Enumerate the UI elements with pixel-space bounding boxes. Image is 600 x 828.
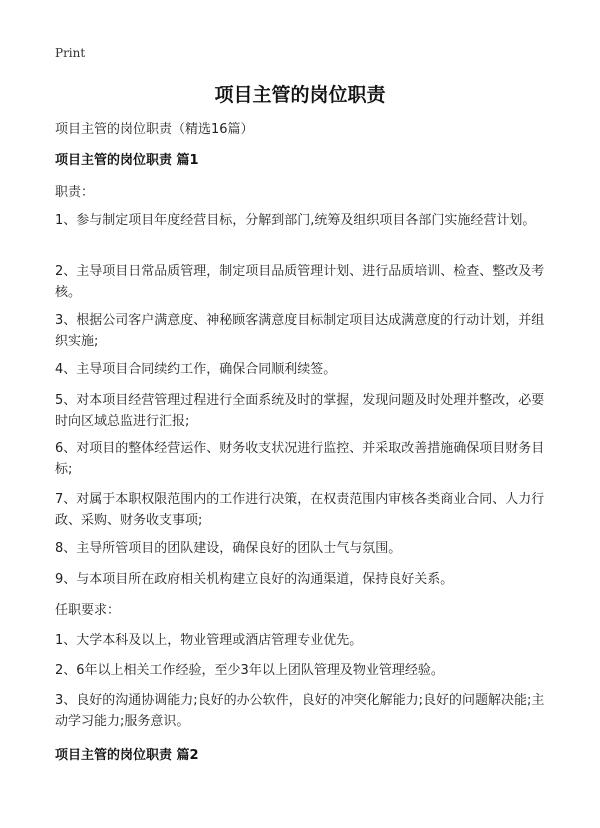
document-title: 项目主管的岗位职责 xyxy=(214,84,386,106)
duties-label: 职责： xyxy=(55,185,95,200)
requirement-item-1: 1、大学本科及以上，物业管理或酒店管理专业优先。 xyxy=(55,633,363,648)
print-link[interactable]: Print xyxy=(55,46,86,60)
section-heading-1: 项目主管的岗位职责 篇1 xyxy=(55,153,199,168)
requirement-item-3: 3、良好的沟通协调能力;良好的办公软件，良好的冲突化解能力;良好的问题解决能;主动学习能力;服务意识。 xyxy=(55,693,545,729)
duty-item-1: 1、参与制定项目年度经营目标，分解到部门,统筹及组织项目各部门实施经营计划。 xyxy=(55,213,536,228)
duty-item-7: 7、对属于本职权限范围内的工作进行决策，在权责范围内审核各类商业合同、人力行政、采购、财务收支事项; xyxy=(55,492,545,528)
duty-item-5: 5、对本项目经营管理过程进行全面系统及时的掌握，发现问题及时处理并整改，必要时向区域总监进行汇报; xyxy=(55,393,545,429)
duty-item-9: 9、与本项目所在政府相关机构建立良好的沟通渠道，保持良好关系。 xyxy=(55,572,454,587)
duty-item-4: 4、主导项目合同续约工作，确保合同顺利续签。 xyxy=(55,362,337,377)
requirement-item-2: 2、6年以上相关工作经验，至少3年以上团队管理及物业管理经验。 xyxy=(55,663,444,678)
duty-item-6: 6、对项目的整体经营运作、财务收支状况进行监控、并采取改善措施确保项目财务目标; xyxy=(55,441,545,477)
duty-item-8: 8、主导所管项目的团队建设，确保良好的团队士气与氛围。 xyxy=(55,541,402,556)
duty-item-2: 2、主导项目日常品质管理，制定项目品质管理计划、进行品质培训、检查、整改及考核。 xyxy=(55,264,545,300)
duty-item-3: 3、根据公司客户满意度、神秘顾客满意度目标制定项目达成满意度的行动计划，并组织实施; xyxy=(55,313,545,349)
requirements-label: 任职要求： xyxy=(55,603,121,618)
document-subtitle: 项目主管的岗位职责（精选16篇） xyxy=(55,122,254,137)
section-heading-2: 项目主管的岗位职责 篇2 xyxy=(55,748,199,763)
